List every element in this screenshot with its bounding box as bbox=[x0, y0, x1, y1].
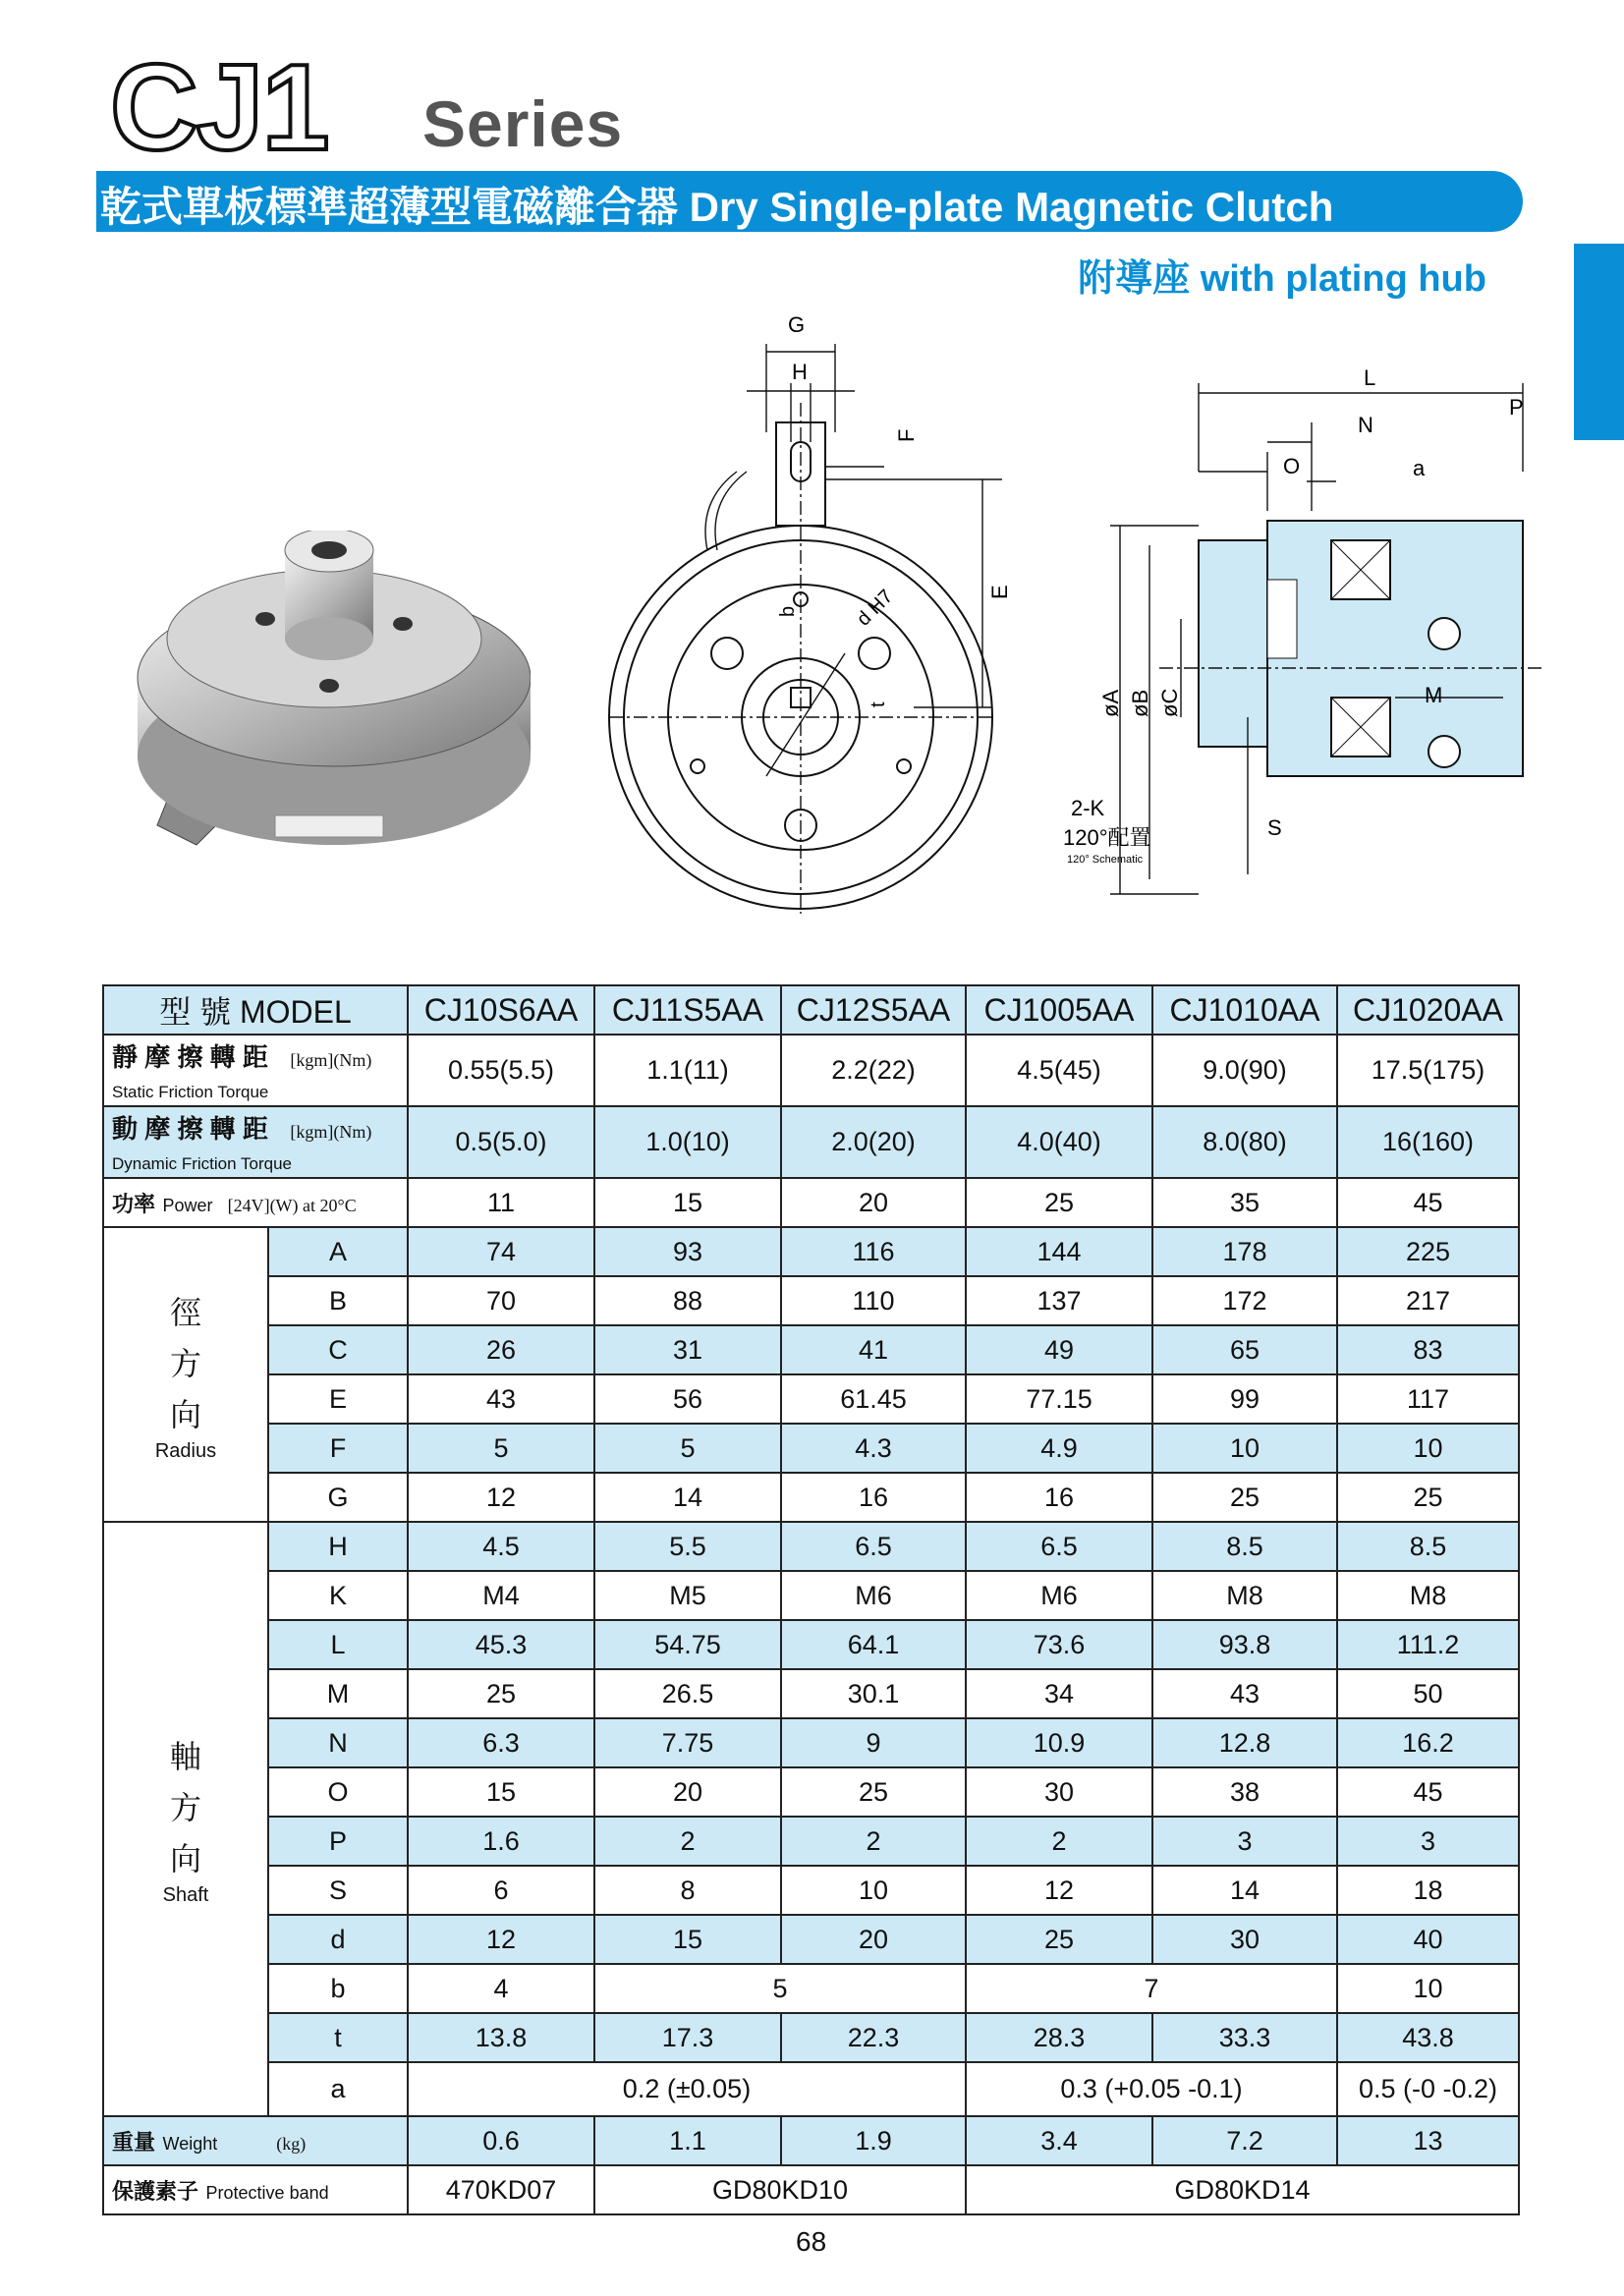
table-row bbox=[103, 1276, 1519, 1325]
table-cell: 11 bbox=[408, 1178, 594, 1227]
dim-c-dia-label: øC bbox=[1157, 688, 1182, 717]
table-cell: 38 bbox=[1152, 1767, 1337, 1817]
table-cell: 15 bbox=[408, 1767, 594, 1817]
table-cell: 0.3 (+0.05 -0.1) bbox=[966, 2062, 1337, 2116]
table-cell: 17.3 bbox=[594, 2013, 781, 2062]
table-cell: M4 bbox=[408, 1571, 594, 1620]
table-cell: 8.5 bbox=[1337, 1522, 1519, 1571]
table-cell: 15 bbox=[594, 1915, 781, 1964]
table-cell: 9.0(90) bbox=[1152, 1035, 1337, 1106]
table-cell: 7.2 bbox=[1152, 2116, 1337, 2165]
dynamic-torque-label: 動 摩 擦 轉 距 [kgm](Nm) Dynamic Friction Torque bbox=[103, 1106, 408, 1178]
table-cell: 16(160) bbox=[1337, 1106, 1519, 1178]
table-cell: 88 bbox=[594, 1276, 781, 1325]
table-row bbox=[103, 1035, 1519, 1106]
table-cell: 2 bbox=[966, 1817, 1152, 1866]
table-cell: 225 bbox=[1337, 1227, 1519, 1276]
table-cell: 144 bbox=[966, 1227, 1152, 1276]
model-cell: CJ11S5AA bbox=[594, 985, 781, 1035]
weight-label: 重量 Weight (kg) bbox=[103, 2116, 408, 2165]
series-label: Series bbox=[422, 87, 624, 160]
row-key: d bbox=[268, 1915, 408, 1964]
table-cell: 93 bbox=[594, 1227, 781, 1276]
table-cell: 25 bbox=[408, 1669, 594, 1718]
table-cell: 77.15 bbox=[966, 1374, 1152, 1424]
table-cell: 4.5(45) bbox=[966, 1035, 1152, 1106]
row-key: F bbox=[268, 1424, 408, 1473]
table-row bbox=[103, 1767, 1519, 1817]
dim-m-label: M bbox=[1425, 683, 1443, 707]
table-cell: 16 bbox=[781, 1473, 966, 1522]
table-cell: 43 bbox=[1152, 1669, 1337, 1718]
k-note: 2-K bbox=[1071, 796, 1105, 820]
table-cell: 1.0(10) bbox=[594, 1106, 781, 1178]
table-cell: 65 bbox=[1152, 1325, 1337, 1374]
table-cell: 54.75 bbox=[594, 1620, 781, 1669]
row-key: C bbox=[268, 1325, 408, 1374]
row-key: N bbox=[268, 1718, 408, 1767]
table-cell: 7 bbox=[966, 1964, 1337, 2013]
logo-text: CJ1 bbox=[110, 47, 328, 161]
dim-h-label: H bbox=[792, 360, 808, 384]
table-cell: 217 bbox=[1337, 1276, 1519, 1325]
table-cell: 4.5 bbox=[408, 1522, 594, 1571]
table-cell: 6.5 bbox=[966, 1522, 1152, 1571]
table-cell: 56 bbox=[594, 1374, 781, 1424]
table-cell: 10 bbox=[781, 1866, 966, 1915]
row-key: H bbox=[268, 1522, 408, 1571]
table-row bbox=[103, 1571, 1519, 1620]
table-cell: 1.1(11) bbox=[594, 1035, 781, 1106]
cj1-logo bbox=[110, 47, 375, 161]
table-cell: 25 bbox=[966, 1915, 1152, 1964]
table-cell: GD80KD14 bbox=[966, 2165, 1519, 2214]
table-cell: 43.8 bbox=[1337, 2013, 1519, 2062]
table-cell: 18 bbox=[1337, 1866, 1519, 1915]
page-subtitle: 附導座 with plating hub bbox=[1078, 258, 1486, 300]
table-cell: 4.3 bbox=[781, 1424, 966, 1473]
row-key: t bbox=[268, 2013, 408, 2062]
table-cell: M6 bbox=[966, 1571, 1152, 1620]
table-cell: 5 bbox=[594, 1424, 781, 1473]
table-cell: 14 bbox=[1152, 1866, 1337, 1915]
table-cell: 0.5(5.0) bbox=[408, 1106, 594, 1178]
dim-f-label: F bbox=[894, 428, 919, 442]
table-cell: 3.4 bbox=[966, 2116, 1152, 2165]
table-cell: 10 bbox=[1152, 1424, 1337, 1473]
table-cell: 49 bbox=[966, 1325, 1152, 1374]
table-cell: 4.0(40) bbox=[966, 1106, 1152, 1178]
dim-t-label: t bbox=[868, 701, 889, 707]
table-cell: 73.6 bbox=[966, 1620, 1152, 1669]
table-cell: 6.5 bbox=[781, 1522, 966, 1571]
table-row bbox=[103, 1620, 1519, 1669]
table-cell: 20 bbox=[594, 1767, 781, 1817]
dim-a-label: a bbox=[1413, 456, 1426, 480]
table-row bbox=[103, 1964, 1519, 2013]
table-row bbox=[103, 1227, 1519, 1276]
table-cell: 41 bbox=[781, 1325, 966, 1374]
table-cell: 35 bbox=[1152, 1178, 1337, 1227]
table-cell: 12.8 bbox=[1152, 1718, 1337, 1767]
table-row bbox=[103, 1915, 1519, 1964]
model-header: 型 號 MODEL bbox=[103, 985, 408, 1035]
table-cell: 8 bbox=[594, 1866, 781, 1915]
dim-p-label: P bbox=[1509, 395, 1524, 420]
table-cell: 14 bbox=[594, 1473, 781, 1522]
row-key: P bbox=[268, 1817, 408, 1866]
table-cell: 26.5 bbox=[594, 1669, 781, 1718]
table-cell: 16 bbox=[966, 1473, 1152, 1522]
table-row bbox=[103, 1106, 1519, 1178]
model-cell: CJ1005AA bbox=[966, 985, 1152, 1035]
table-cell: 10.9 bbox=[966, 1718, 1152, 1767]
model-cell: CJ1020AA bbox=[1337, 985, 1519, 1035]
table-cell: 43 bbox=[408, 1374, 594, 1424]
table-cell: 13.8 bbox=[408, 2013, 594, 2062]
table-cell: 45 bbox=[1337, 1767, 1519, 1817]
table-cell: 33.3 bbox=[1152, 2013, 1337, 2062]
table-cell: 110 bbox=[781, 1276, 966, 1325]
table-cell: 4.9 bbox=[966, 1424, 1152, 1473]
table-cell: 70 bbox=[408, 1276, 594, 1325]
dim-e-label: E bbox=[987, 585, 1012, 599]
table-cell: 5.5 bbox=[594, 1522, 781, 1571]
table-cell: 31 bbox=[594, 1325, 781, 1374]
table-cell: 3 bbox=[1152, 1817, 1337, 1866]
row-key: E bbox=[268, 1374, 408, 1424]
row-key: G bbox=[268, 1473, 408, 1522]
k-note-cn: 120°配置 bbox=[1063, 825, 1151, 850]
table-cell: 6 bbox=[408, 1866, 594, 1915]
table-cell: 34 bbox=[966, 1669, 1152, 1718]
table-cell: 10 bbox=[1337, 1964, 1519, 2013]
page-number: 68 bbox=[796, 2226, 827, 2257]
row-key: L bbox=[268, 1620, 408, 1669]
spec-table bbox=[102, 984, 1520, 2215]
table-cell: 2 bbox=[594, 1817, 781, 1866]
dim-b-label: b bbox=[777, 605, 799, 617]
table-row bbox=[103, 2062, 1519, 2116]
table-row bbox=[103, 2116, 1519, 2165]
model-cell: CJ12S5AA bbox=[781, 985, 966, 1035]
table-row bbox=[103, 1669, 1519, 1718]
table-row bbox=[103, 1522, 1519, 1571]
table-cell: M8 bbox=[1152, 1571, 1337, 1620]
table-cell: 10 bbox=[1337, 1424, 1519, 1473]
table-cell: 8.0(80) bbox=[1152, 1106, 1337, 1178]
model-cell: CJ10S6AA bbox=[408, 985, 594, 1035]
k-note-en: 120° Schematic bbox=[1067, 854, 1144, 866]
table-header-row bbox=[103, 985, 1519, 1035]
table-cell: 5 bbox=[408, 1424, 594, 1473]
table-cell: 99 bbox=[1152, 1374, 1337, 1424]
table-cell: 25 bbox=[966, 1178, 1152, 1227]
table-row bbox=[103, 1374, 1519, 1424]
shaft-group-label: 軸 方 向 Shaft bbox=[103, 1522, 268, 2116]
table-cell: 470KD07 bbox=[408, 2165, 594, 2214]
table-row bbox=[103, 2165, 1519, 2214]
table-cell: 83 bbox=[1337, 1325, 1519, 1374]
table-cell: 12 bbox=[408, 1473, 594, 1522]
table-cell: 25 bbox=[1337, 1473, 1519, 1522]
dim-d-label: d H7 bbox=[852, 586, 898, 631]
product-photo bbox=[118, 531, 531, 865]
dim-a-dia-label: øA bbox=[1098, 689, 1123, 717]
table-cell: 172 bbox=[1152, 1276, 1337, 1325]
table-row bbox=[103, 1817, 1519, 1866]
table-cell: 13 bbox=[1337, 2116, 1519, 2165]
dim-b-dia-label: øB bbox=[1128, 689, 1152, 717]
power-label: 功率 Power [24V](W) at 20°C bbox=[103, 1178, 408, 1227]
row-key: M bbox=[268, 1669, 408, 1718]
table-cell: 40 bbox=[1337, 1915, 1519, 1964]
table-cell: 12 bbox=[408, 1915, 594, 1964]
table-cell: 9 bbox=[781, 1718, 966, 1767]
table-cell: 8.5 bbox=[1152, 1522, 1337, 1571]
table-row bbox=[103, 1178, 1519, 1227]
table-cell: M8 bbox=[1337, 1571, 1519, 1620]
side-section-drawing bbox=[1051, 364, 1542, 914]
table-row bbox=[103, 2013, 1519, 2062]
table-cell: 28.3 bbox=[966, 2013, 1152, 2062]
table-cell: 0.2 (±0.05) bbox=[408, 2062, 966, 2116]
table-cell: 0.5 (-0 -0.2) bbox=[1337, 2062, 1519, 2116]
dim-s-label: S bbox=[1267, 815, 1282, 840]
table-cell: 4 bbox=[408, 1964, 594, 2013]
table-cell: 2.2(22) bbox=[781, 1035, 966, 1106]
row-key: a bbox=[268, 2062, 408, 2116]
table-cell: M5 bbox=[594, 1571, 781, 1620]
table-cell: 15 bbox=[594, 1178, 781, 1227]
table-cell: 30 bbox=[1152, 1915, 1337, 1964]
dim-g-label: G bbox=[788, 312, 806, 337]
band-label: 保護素子 Protective band bbox=[103, 2165, 408, 2214]
table-row bbox=[103, 1718, 1519, 1767]
dim-n-label: N bbox=[1358, 413, 1373, 437]
table-cell: 6.3 bbox=[408, 1718, 594, 1767]
row-key: B bbox=[268, 1276, 408, 1325]
table-cell: GD80KD10 bbox=[594, 2165, 966, 2214]
table-row bbox=[103, 1473, 1519, 1522]
table-cell: 20 bbox=[781, 1178, 966, 1227]
table-cell: 25 bbox=[1152, 1473, 1337, 1522]
table-cell: 30 bbox=[966, 1767, 1152, 1817]
table-cell: 61.45 bbox=[781, 1374, 966, 1424]
table-cell: 20 bbox=[781, 1915, 966, 1964]
table-cell: 64.1 bbox=[781, 1620, 966, 1669]
table-cell: 0.55(5.5) bbox=[408, 1035, 594, 1106]
table-cell: 50 bbox=[1337, 1669, 1519, 1718]
row-key: A bbox=[268, 1227, 408, 1276]
row-key: K bbox=[268, 1571, 408, 1620]
table-cell: 111.2 bbox=[1337, 1620, 1519, 1669]
table-cell: 22.3 bbox=[781, 2013, 966, 2062]
row-key: S bbox=[268, 1866, 408, 1915]
table-cell: 30.1 bbox=[781, 1669, 966, 1718]
table-cell: 26 bbox=[408, 1325, 594, 1374]
table-row bbox=[103, 1325, 1519, 1374]
table-cell: 25 bbox=[781, 1767, 966, 1817]
row-key: O bbox=[268, 1767, 408, 1817]
table-cell: 74 bbox=[408, 1227, 594, 1276]
table-cell: 5 bbox=[594, 1964, 966, 2013]
row-key: b bbox=[268, 1964, 408, 2013]
radius-group-label: 徑 方 向 Radius bbox=[103, 1227, 268, 1522]
dim-l-label: L bbox=[1364, 365, 1376, 390]
table-cell: 1.9 bbox=[781, 2116, 966, 2165]
table-cell: 7.75 bbox=[594, 1718, 781, 1767]
table-cell: 116 bbox=[781, 1227, 966, 1276]
table-cell: 117 bbox=[1337, 1374, 1519, 1424]
table-cell: 2 bbox=[781, 1817, 966, 1866]
table-cell: 45 bbox=[1337, 1178, 1519, 1227]
table-cell: 17.5(175) bbox=[1337, 1035, 1519, 1106]
table-cell: 178 bbox=[1152, 1227, 1337, 1276]
front-view-drawing bbox=[589, 305, 1051, 914]
table-cell: 3 bbox=[1337, 1817, 1519, 1866]
dim-o-label: O bbox=[1283, 454, 1301, 478]
table-cell: 12 bbox=[966, 1866, 1152, 1915]
static-torque-label: 靜 摩 擦 轉 距 [kgm](Nm) Static Friction Torque bbox=[103, 1035, 408, 1106]
table-cell: 45.3 bbox=[408, 1620, 594, 1669]
table-row bbox=[103, 1866, 1519, 1915]
model-cell: CJ1010AA bbox=[1152, 985, 1337, 1035]
table-cell: 2.0(20) bbox=[781, 1106, 966, 1178]
table-cell: 1.6 bbox=[408, 1817, 594, 1866]
page-title: 乾式單板標準超薄型電磁離合器 Dry Single-plate Magnetic Clutch bbox=[100, 184, 1334, 230]
side-tab bbox=[1574, 244, 1624, 440]
table-cell: 93.8 bbox=[1152, 1620, 1337, 1669]
table-row bbox=[103, 1424, 1519, 1473]
table-cell: 137 bbox=[966, 1276, 1152, 1325]
table-cell: M6 bbox=[781, 1571, 966, 1620]
table-cell: 1.1 bbox=[594, 2116, 781, 2165]
table-cell: 16.2 bbox=[1337, 1718, 1519, 1767]
table-cell: 0.6 bbox=[408, 2116, 594, 2165]
